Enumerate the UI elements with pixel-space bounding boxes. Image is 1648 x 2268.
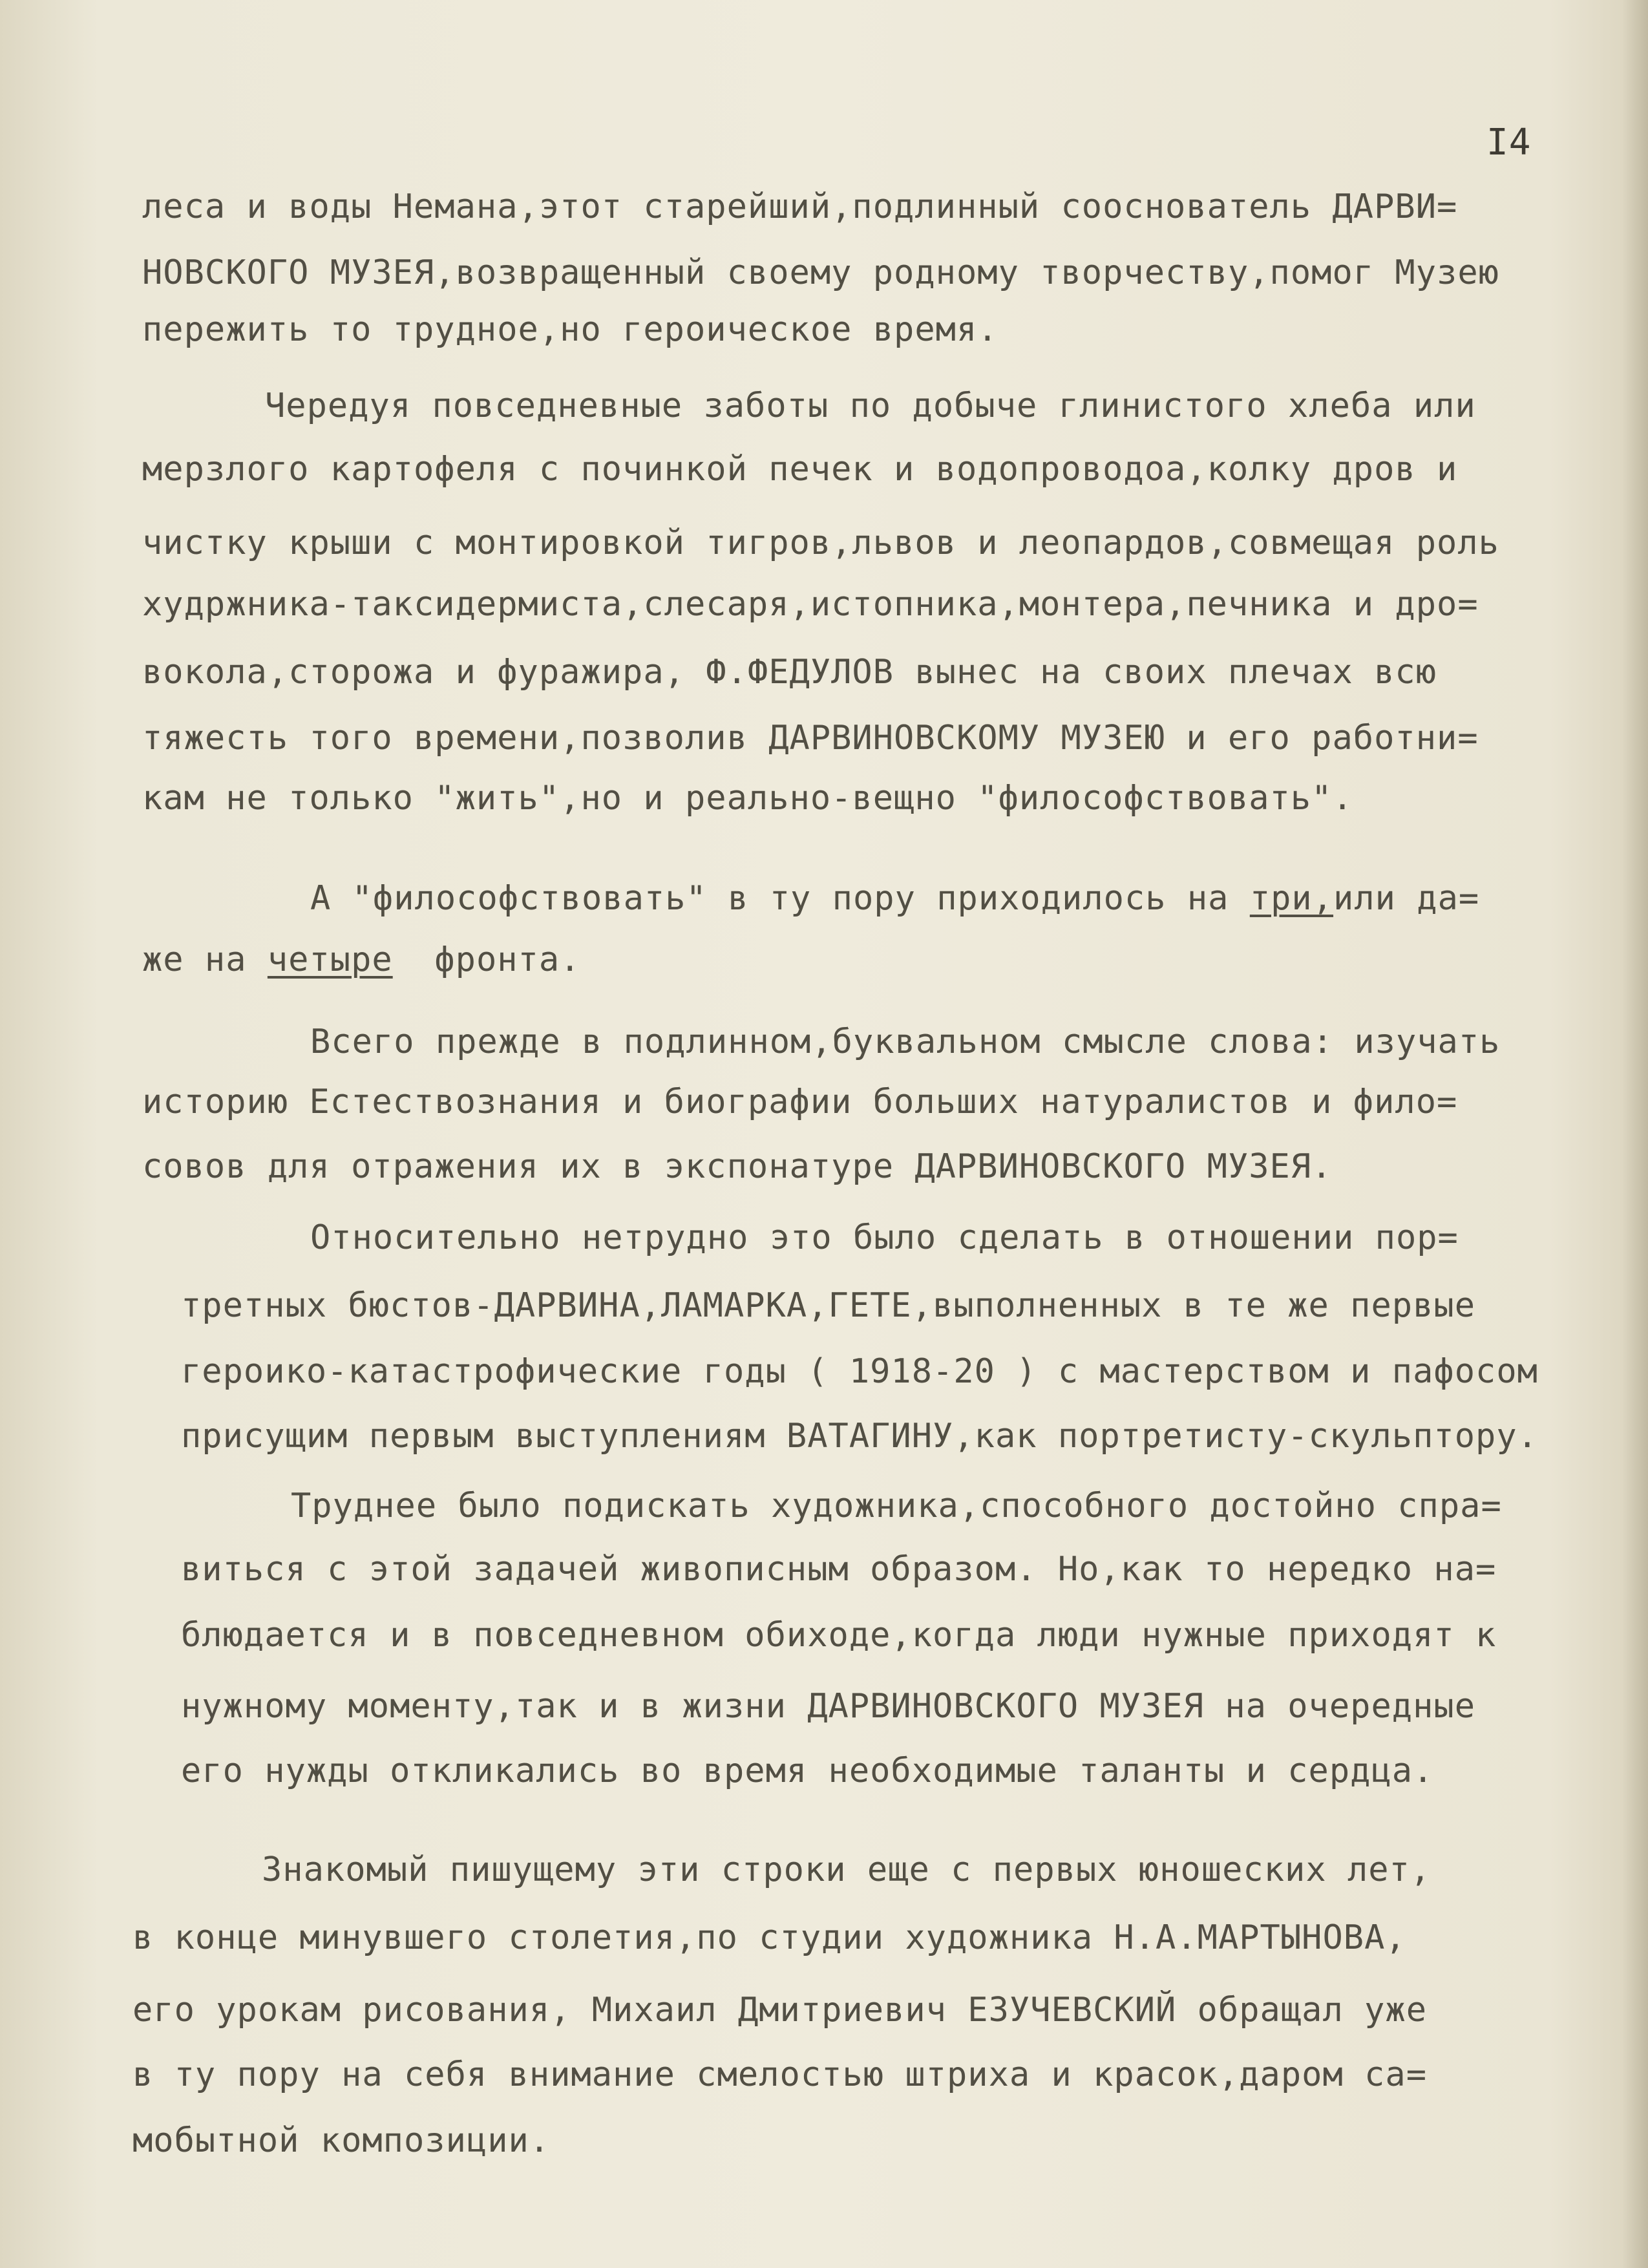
text-line: в ту пору на себя внимание смелостью штриха и красок,даром са= bbox=[132, 2055, 1428, 2094]
line-text: же на bbox=[142, 940, 247, 979]
text-line: мерзлого картофеля с починкой печек и водопроводоа,колку дров и bbox=[142, 450, 1458, 489]
underlined-word: три, bbox=[1249, 879, 1334, 918]
text-line: его урокам рисования, Михаил Дмитриевич ЕЗУЧЕВСКИЙ обращал уже bbox=[132, 1991, 1428, 2030]
text-line: кам не только "жить",но и реально-вещно "философствовать". bbox=[142, 779, 1353, 818]
text-line: мобытной композиции. bbox=[132, 2121, 551, 2160]
text-line: тяжесть того времени,позволив ДАРВИНОВСКОМУ МУЗЕЮ и его работни= bbox=[142, 719, 1479, 758]
text-line: чистку крыши с монтировкой тигров,львов и леопардов,совмещая роль bbox=[142, 524, 1499, 562]
text-line: блюдается и в повседневном обиходе,когда люди нужные приходят к bbox=[181, 1616, 1497, 1655]
underlined-word: четыре bbox=[267, 940, 393, 979]
text-line: виться с этой задачей живописным образом. Но,как то нередко на= bbox=[181, 1550, 1497, 1589]
page-number: I4 bbox=[1486, 122, 1532, 164]
text-line bbox=[142, 940, 580, 979]
text-line: в конце минувшего столетия,по студии художника Н.А.МАРТЫНОВА, bbox=[132, 1918, 1406, 1957]
text-line: совов для отражения их в экспонатуре ДАРВИНОВСКОГО МУЗЕЯ. bbox=[142, 1147, 1333, 1186]
line-text: А "философствовать" в ту пору приходилось на bbox=[310, 879, 1229, 918]
text-line: НОВСКОГО МУЗЕЯ,возвращенный своему родному творчеству,помог Музею bbox=[142, 253, 1499, 292]
text-line: историю Естествознания и биографии больших натуралистов и фило= bbox=[142, 1083, 1458, 1121]
text-line: присущим первым выступлениям ВАТАГИНУ,как портретисту-скульптору. bbox=[181, 1417, 1538, 1456]
page-edge-shadow bbox=[1622, 0, 1648, 2268]
line-text: фронта. bbox=[434, 940, 581, 979]
text-line: пережить то трудное,но героическое время. bbox=[142, 310, 998, 349]
text-line: Всего прежде в подлинном,буквальном смысле слова: изучать bbox=[310, 1023, 1501, 1061]
line-text: или да= bbox=[1333, 879, 1480, 918]
text-line: нужному моменту,так и в жизни ДАРВИНОВСКОГО МУЗЕЯ на очередные bbox=[181, 1687, 1476, 1726]
text-line: леса и воды Немана,этот старейший,подлинный сооснователь ДАРВИ= bbox=[142, 187, 1458, 226]
text-line: Знакомый пишущему эти строки еще с первых юношеских лет, bbox=[262, 1850, 1431, 1889]
text-line: его нужды откликались во время необходимые таланты и сердца. bbox=[181, 1752, 1434, 1790]
text-line: Чередуя повседневные заботы по добыче глинистого хлеба или bbox=[265, 387, 1476, 425]
text-line: худржника-таксидермиста,слесаря,истопника,монтера,печника и дро= bbox=[142, 585, 1479, 624]
text-line bbox=[310, 879, 1479, 918]
text-line: Относительно нетрудно это было сделать в отношении пор= bbox=[310, 1218, 1459, 1257]
text-line: третных бюстов-ДАРВИНА,ЛАМАРКА,ГЕТЕ,выполненных в те же первые bbox=[181, 1286, 1476, 1325]
text-line: вокола,сторожа и фуражира, Ф.ФЕДУЛОВ вынес на своих плечах всю bbox=[142, 653, 1437, 692]
text-line: Труднее было подискать художника,способного достойно спра= bbox=[291, 1487, 1502, 1525]
text-line: героико-катастрофические годы ( 1918-20 ) с мастерством и пафосом bbox=[181, 1352, 1538, 1391]
